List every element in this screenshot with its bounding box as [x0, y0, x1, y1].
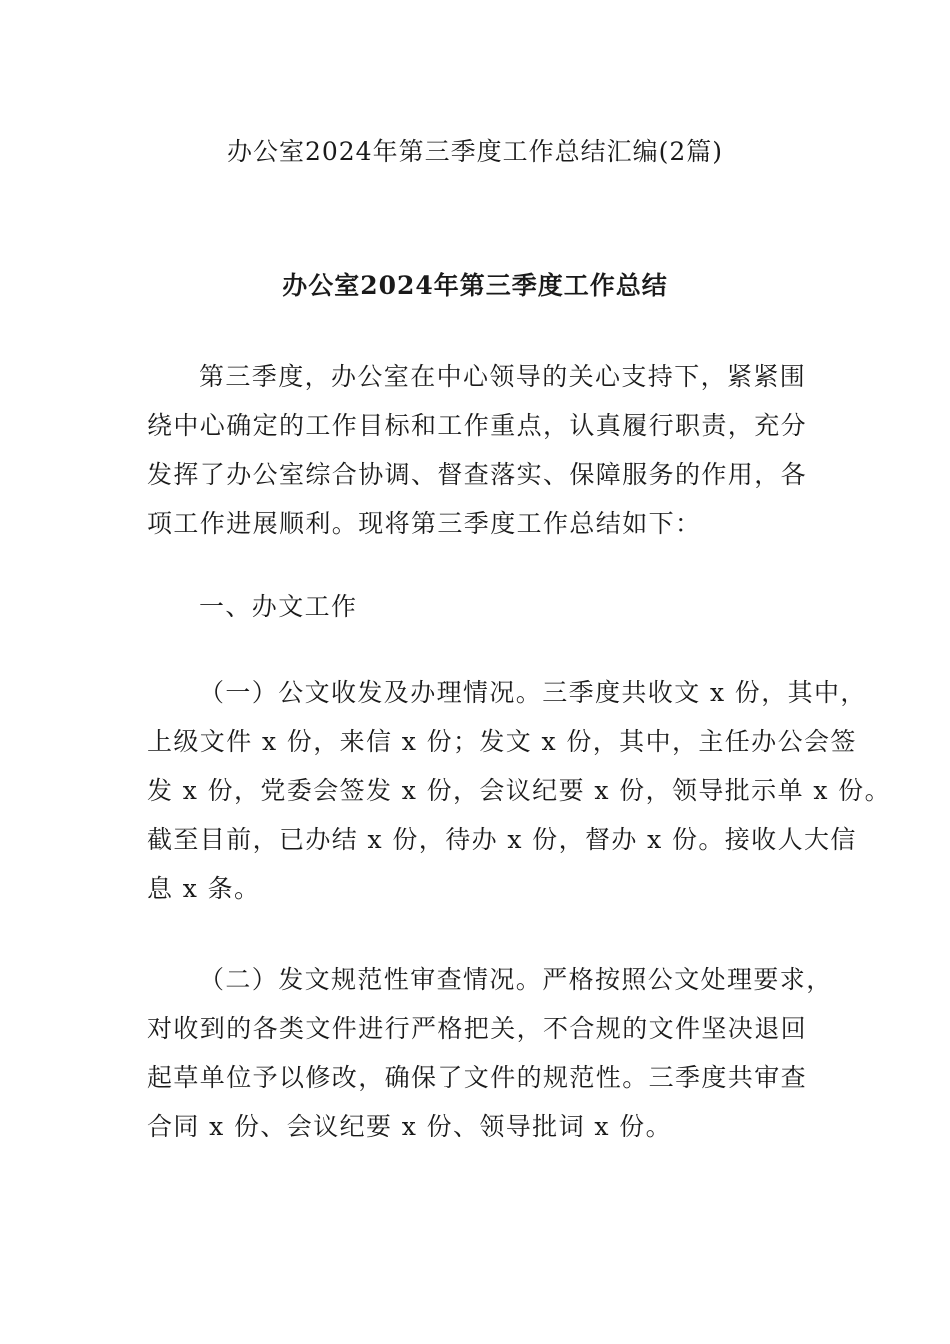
sub2-line: （二）发文规范性审查情况。严格按照公文处理要求， [199, 965, 833, 994]
sub2-line: 起草单位予以修改，确保了文件的规范性。三季度共审查 [147, 1063, 808, 1092]
sub1-line: 上级文件 x 份，来信 x 份；发文 x 份，其中，主任办公会签 [147, 727, 857, 756]
document-title: 办公室2024年第三季度工作总结汇编(2篇) [226, 137, 724, 166]
heading-paperwork [147, 582, 357, 631]
intro-line: 第三季度，办公室在中心领导的关心支持下，紧紧围 [199, 362, 807, 391]
heading-text: 一、办文工作 [199, 592, 358, 621]
intro-line: 项工作进展顺利。现将第三季度工作总结如下： [147, 509, 702, 538]
sub2-line: 合同 x 份、会议纪要 x 份、领导批词 x 份。 [147, 1112, 672, 1141]
section-title: 办公室2024年第三季度工作总结 [282, 271, 668, 300]
sub1-line: 截至目前，已办结 x 份，待办 x 份，督办 x 份。接收人大信 [147, 825, 857, 854]
sub1-line: 发 x 份，党委会签发 x 份，会议纪要 x 份，领导批示单 x 份。 [147, 776, 891, 805]
intro-line: 发挥了办公室综合协调、督查落实、保障服务的作用，各 [147, 460, 808, 489]
intro-paragraph [147, 352, 807, 548]
sub1-line: 息 x 条。 [147, 874, 261, 903]
sub1-line: （一）公文收发及办理情况。三季度共收文 x 份，其中， [199, 678, 867, 707]
sub2-line: 对收到的各类文件进行严格把关，不合规的文件坚决退回 [147, 1014, 808, 1043]
intro-line: 绕中心确定的工作目标和工作重点，认真履行职责，充分 [147, 411, 808, 440]
subsection-document-review [147, 955, 833, 1151]
subsection-document-handling [147, 668, 891, 913]
